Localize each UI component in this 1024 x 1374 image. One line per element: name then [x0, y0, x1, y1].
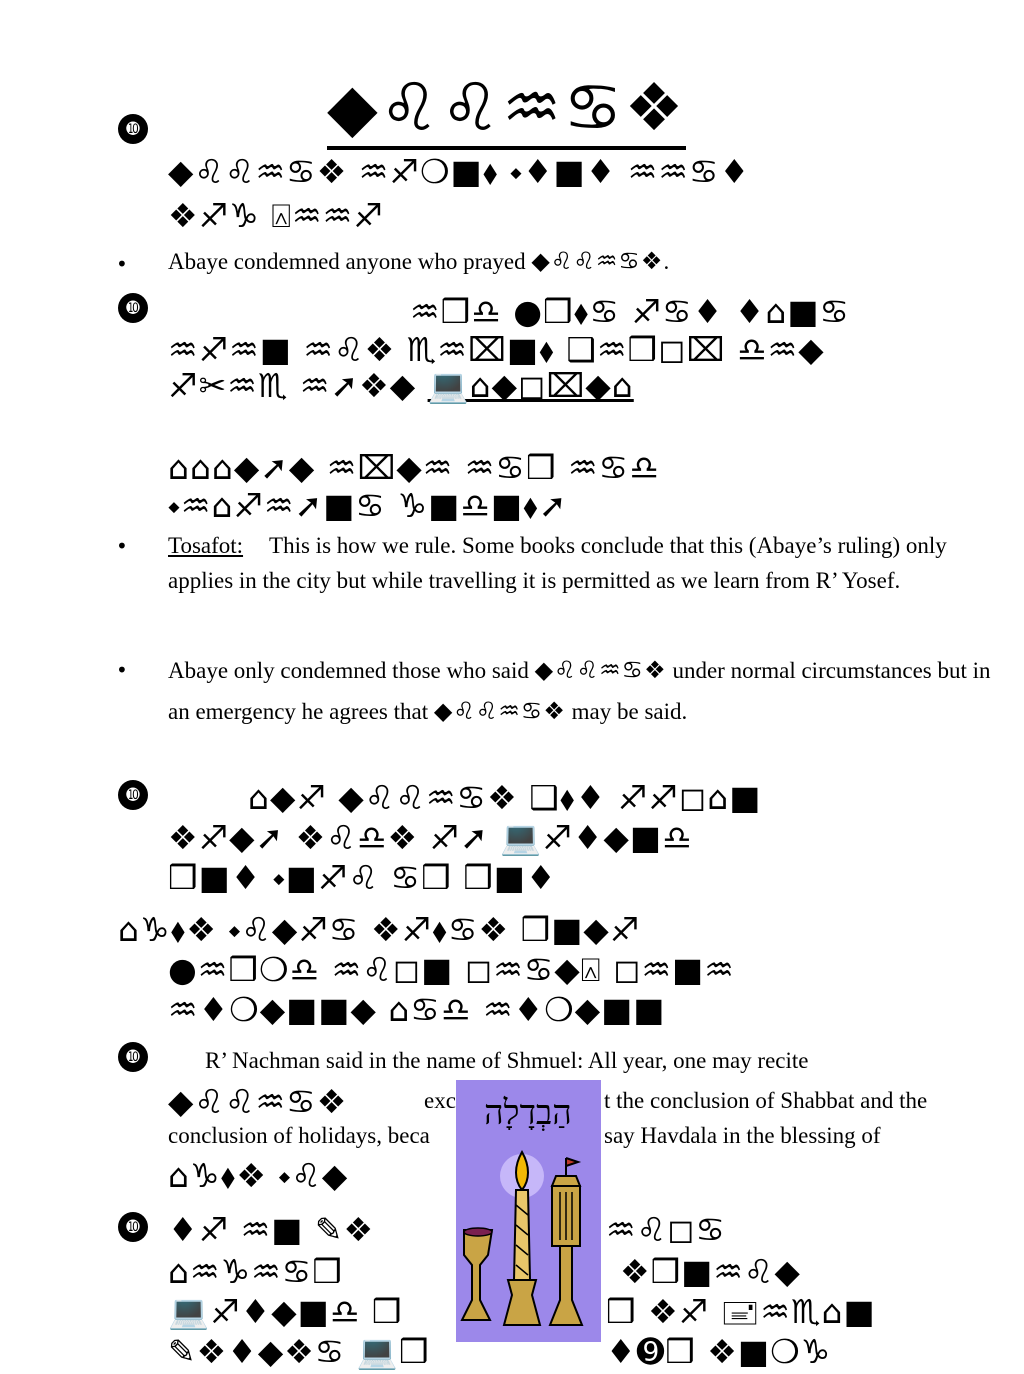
glyph-line: ⌂♒♑♒♋❒	[168, 1252, 343, 1291]
text-line: exc	[424, 1088, 456, 1113]
glyph-line: ⌂◆♐ ◆♌♌♒♋❖ ❑⬧♦ ♐♐◻⌂■	[248, 778, 762, 817]
glyph-line	[168, 364, 634, 408]
text-line: conclusion of holidays, beca	[168, 1123, 430, 1148]
bullet: •	[116, 252, 128, 276]
spice-box-roof	[552, 1176, 580, 1186]
page-title: ◆♌♌♒♋❖	[327, 72, 686, 150]
glyph-text: ♐✂♒♏ ♒➚❖◆ 💻⌂◆◻⌧◆⌂	[168, 366, 634, 405]
candle-holder-icon	[504, 1280, 540, 1325]
section-marker: ➓	[118, 1042, 148, 1072]
text: may be said.	[565, 699, 688, 724]
section-marker: ➓	[118, 780, 148, 810]
glyph-line: ♦➒❒ ❖■❍♑	[606, 1332, 832, 1371]
text: This is how we rule. Some books conclude that this (Abaye’s ruling) only applies in the city but while travelling it is permitted as we learn from R’ Yosef.	[168, 533, 947, 593]
glyph-line: ♒♐♒■ ♒♌❖ ♏♒⌧■⬧ ❑♒❒◻⌧ ♎♒◆	[168, 330, 825, 369]
wine-icon	[464, 1228, 492, 1236]
text-line: say Havdala in the blessing of	[604, 1123, 881, 1148]
bullet-text	[168, 528, 998, 598]
text-line: R’ Nachman said in the name of Shmuel: All year, one may recite	[205, 1048, 809, 1073]
glyph-line: ⌂⌂⌂◆➚◆ ♒⌧◆♒ ♒♋❒ ♒♋♎	[168, 448, 660, 487]
text: Abaye only condemned those who said	[168, 658, 535, 683]
glyph-line: ⬩♒⌂♐♒➚■♋ ♑■♎■⬧➚	[168, 486, 568, 525]
glyph-line: ⌂♑⬧❖ ⬩♌◆	[168, 1156, 349, 1195]
glyph-line: ♒❒♎ ●❒⬧♋ ♐♋♦ ♦⌂■♋	[410, 292, 851, 331]
section-marker: ➓	[118, 1212, 148, 1242]
text-line: t the conclusion of Shabbat and the	[604, 1088, 928, 1113]
underlined-glyph-text: 💻⌂◆◻⌧◆⌂	[427, 366, 634, 405]
glyph-line: ❖❒■♒♌◆	[620, 1252, 801, 1291]
section-marker: ➓	[118, 114, 148, 144]
glyph-line: ♒♌◻♋	[606, 1210, 727, 1249]
glyph-text: ◆♌♌♒♋❖	[534, 656, 667, 684]
glyph-line: ❒■♦ ⬩■♐♌ ♋❒ ❒■♦	[168, 858, 557, 897]
glyph-line: ♦♐ ♒■ ✎❖	[168, 1210, 375, 1249]
havdala-image	[456, 1080, 601, 1342]
glyph-line: ●♒❒❍♎ ♒♌◻■ ◻♒♋◆⍓ ◻♒■♒	[168, 950, 735, 989]
bullet-text	[168, 650, 998, 732]
text: Abaye condemned anyone who prayed	[168, 249, 532, 274]
section-marker: ➓	[118, 293, 148, 323]
glyph-text: ◆♌♌♒♋❖	[433, 697, 566, 725]
glyph-text: ◆♌♌♒♋❖	[531, 247, 664, 275]
glyph-line: 💻♐♦◆■♎ ❒	[168, 1292, 403, 1331]
glyph-line: ❖♐◆➚ ❖♌♎❖ ♐➚ 💻♐♦◆■♎	[168, 818, 693, 857]
havdala-caption: הַבְדָלָה	[484, 1093, 572, 1133]
glyph-line: ✎❖♦◆❖♋ 💻❒	[168, 1332, 430, 1371]
bullet: •	[116, 534, 128, 558]
glyph-line: ♒♦❍◆■■◆ ⌂♋♎ ♒♦❍◆■■	[168, 990, 666, 1029]
glyph-line: ❖♐♑ ⍓♒♒♐	[168, 196, 384, 235]
glyph-line: ◆♌♌♒♋❖	[168, 1082, 348, 1121]
glyph-line: ⌂♑⬧❖ ⬩♌◆♐♋ ❖♐⬧♋❖ ❒■◆♐	[118, 910, 641, 949]
glyph-line: ❒ ❖♐ 🖃♒♏⌂■	[606, 1292, 876, 1331]
text: under normal circumstances but in an emergency he agrees that	[168, 658, 991, 724]
bullet: •	[116, 658, 128, 682]
bullet-text	[168, 244, 998, 279]
glyph-line: ◆♌♌♒♋❖ ♒♐❍■⬧ ⬩♦■♦ ♒♒♋♦	[168, 152, 751, 191]
havdala-illustration	[456, 1080, 601, 1342]
tosafot-label: Tosafot:	[168, 533, 244, 558]
text: .	[663, 249, 670, 274]
